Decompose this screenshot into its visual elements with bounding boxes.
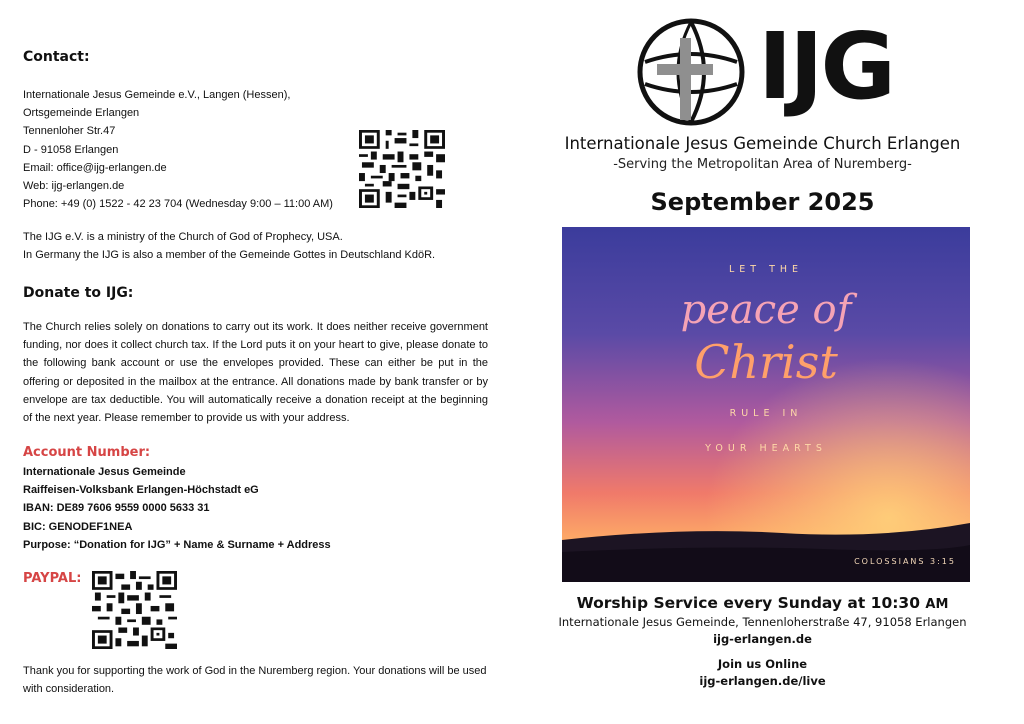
service-title	[545, 594, 980, 612]
scripture-line-5: YOUR HEARTS	[705, 443, 827, 454]
service-time-suffix: AM	[925, 597, 949, 612]
donate-paragraph: The Church relies solely on donations to carry out its work. It does neither receive government funding, nor does it collect church tax. If the Lord puts it on your heart to give, please donate to the following bank account or use the envelopes provided. These can either be put in the offering or deposited in the mailbox at the entrance. All donations made by bank transfer or by envelope are tax deductible. You will automatically receive a donation receipt at the beginning of the next year. Please remember to provide us with your address.	[23, 321, 488, 425]
contact-line: Internationale Jesus Gemeinde e.V., Langen (Hessen),	[23, 89, 291, 101]
donate-heading: Donate to IJG:	[23, 285, 134, 301]
account-line: Internationale Jesus Gemeinde	[23, 466, 186, 478]
contact-line: Tennenloher Str.47	[23, 125, 116, 138]
contact-line: D - 91058 Erlangen	[23, 143, 119, 156]
church-tagline: -Serving the Metropolitan Area of Nuremberg-	[613, 157, 912, 172]
scripture-line-2: peace of	[680, 287, 852, 333]
ministry-line: The IJG e.V. is a ministry of the Church of God of Prophecy, USA.	[23, 231, 343, 243]
paypal-label: PAYPAL:	[23, 571, 82, 586]
paypal-qr-code	[92, 571, 177, 649]
account-purpose: Purpose: “Donation for IJG” + Name & Surname + Address	[23, 538, 331, 551]
service-time: Worship Service every Sunday at 10:30	[576, 594, 920, 612]
online-label: Join us Online	[717, 657, 808, 671]
account-line: Raiffeisen-Volksbank Erlangen-Höchstadt eG	[23, 484, 259, 497]
contact-heading: Contact:	[23, 49, 90, 65]
scripture-line-3: Christ	[694, 335, 838, 389]
scripture-image	[562, 227, 970, 582]
service-website-link[interactable]: ijg-erlangen.de	[713, 632, 812, 646]
account-bic: BIC: GENODEF1NEA	[23, 520, 133, 533]
online-link[interactable]: ijg-erlangen.de/live	[699, 674, 826, 688]
scripture-reference: COLOSSIANS 3:15	[854, 557, 956, 566]
contact-web[interactable]: Web: ijg-erlangen.de	[23, 180, 125, 193]
month-title: September 2025	[650, 188, 875, 216]
thanks-note: Thank you for supporting the work of God in the Nuremberg region. Your donations will be used with consideration.	[23, 665, 487, 695]
account-details	[23, 463, 331, 554]
ministry-note	[23, 228, 435, 264]
globe-cross-logo-icon	[635, 16, 747, 128]
contact-phone: Phone: +49 (0) 1522 - 42 23 704 (Wednesday 9:00 – 11:00 AM)	[23, 198, 333, 211]
church-name: Internationale Jesus Gemeinde Church Erlangen	[564, 134, 961, 153]
contact-email[interactable]: Email: office@ijg-erlangen.de	[23, 161, 167, 174]
scripture-line-1: LET THE	[728, 264, 804, 275]
scripture-line-4: RULE IN	[729, 408, 803, 419]
contact-qr-code	[359, 130, 445, 208]
contact-line: Ortsgemeinde Erlangen	[23, 107, 140, 120]
account-heading: Account Number:	[23, 445, 151, 460]
contact-details	[23, 86, 333, 213]
service-address: Internationale Jesus Gemeinde, Tennenloherstraße 47, 91058 Erlangen	[558, 615, 967, 629]
account-iban: IBAN: DE89 7606 9559 0000 5633 31	[23, 502, 210, 515]
ministry-line: In Germany the IJG is also a member of the Gemeinde Gottes in Deutschland KdöR.	[23, 249, 436, 262]
logo-text: IJG	[758, 13, 893, 120]
